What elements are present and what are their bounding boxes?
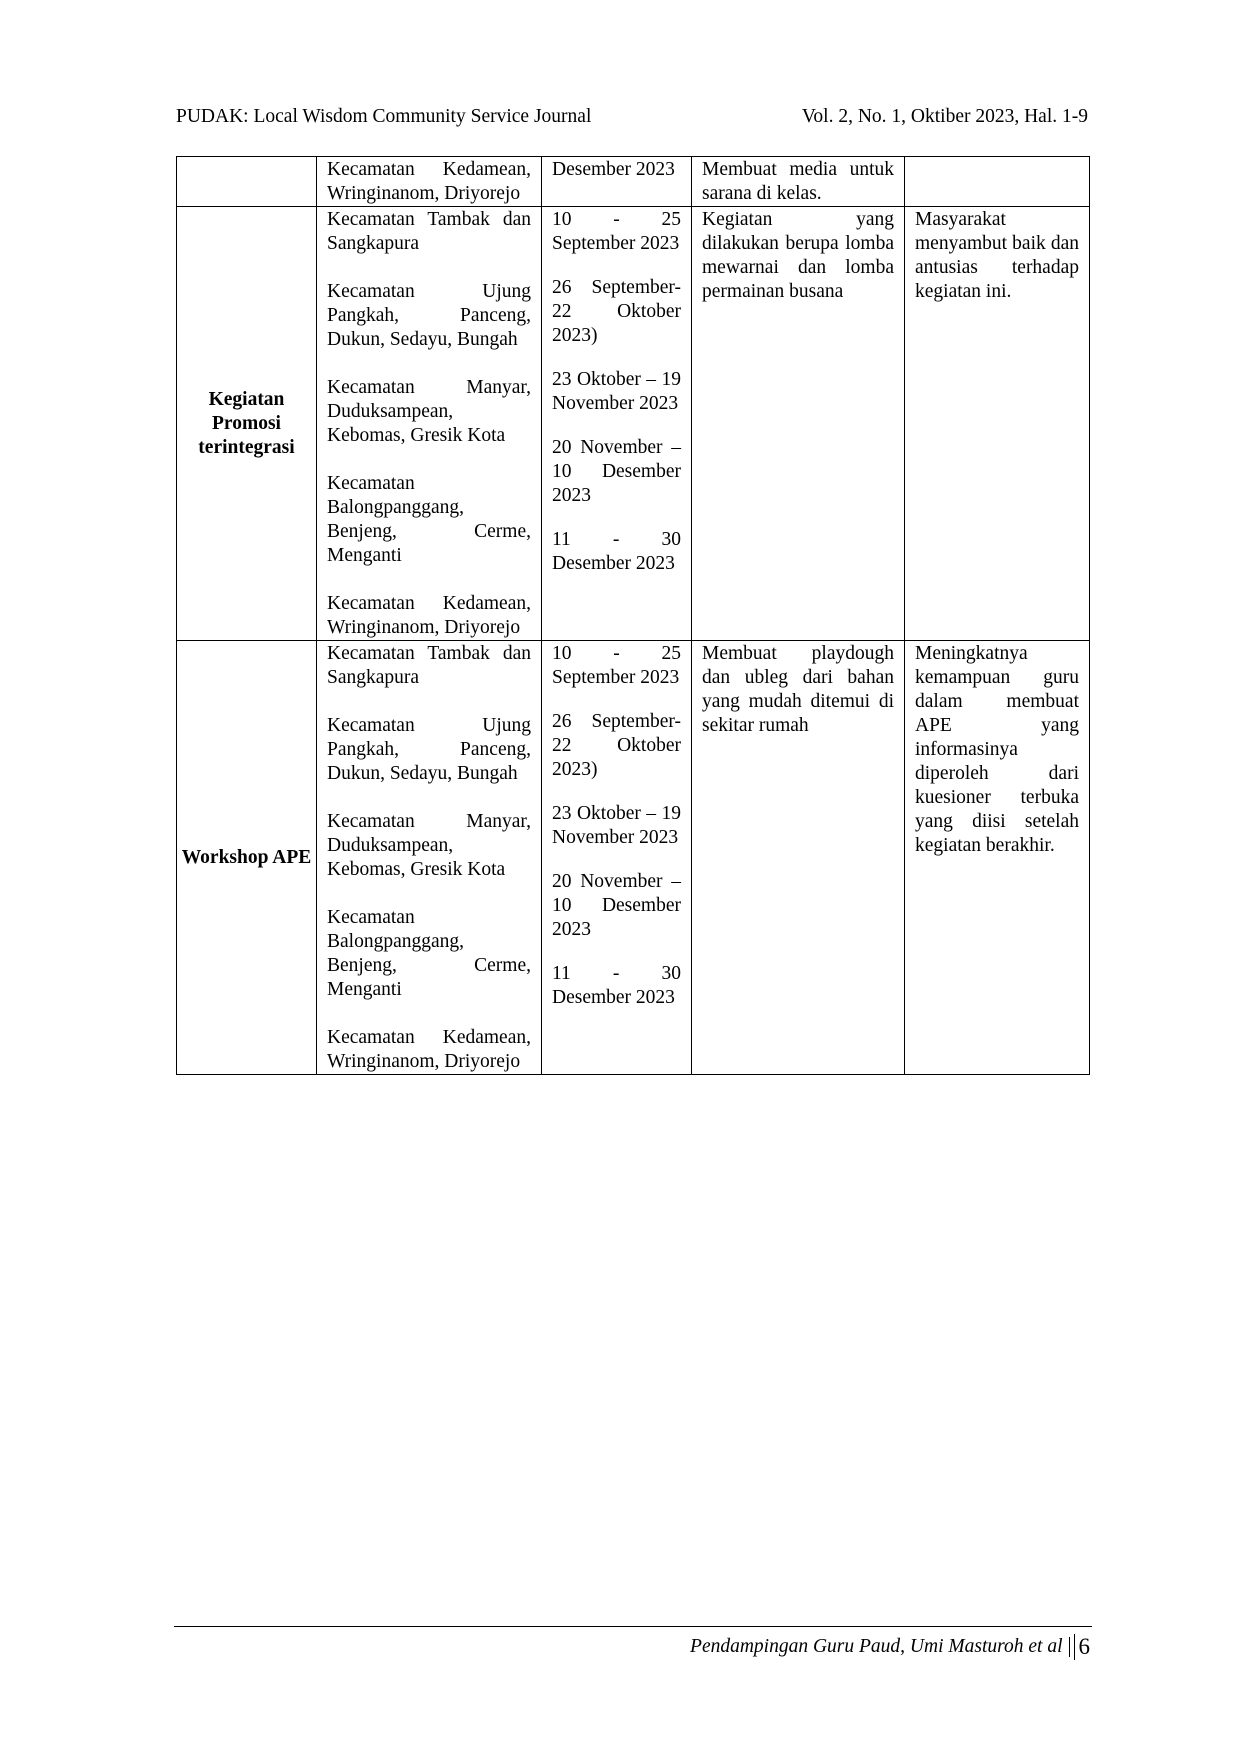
journal-title: PUDAK: Local Wisdom Community Service Journal [176, 106, 592, 127]
location-group: Kecamatan Kedamean, Wringinanom, Driyorejo [327, 159, 531, 204]
location-group: Kecamatan Tambak dan Sangkapura [327, 209, 531, 254]
outcome-cell [905, 157, 1090, 207]
outcome-cell: Meningkatnya kemampuan guru dalam membuat APE yang informasinya diperoleh dari kuesioner terbuka yang diisi setelah kegiatan berakhir. [905, 641, 1090, 1075]
volume-info: Vol. 2, No. 1, Oktiber 2023, Hal. 1-9 [801, 106, 1088, 127]
date-range: 11 - 30 Desember 2023 [552, 529, 681, 574]
description-cell: Membuat playdough dan ubleg dari bahan yang mudah ditemui di sekitar rumah [692, 641, 905, 1075]
activity-cell: Workshop APE [177, 641, 317, 1075]
location-group: Kecamatan Manyar, Duduksampean, Kebomas, Gresik Kota [327, 811, 531, 880]
footer-separator [1069, 1637, 1070, 1657]
activity-cell [177, 157, 317, 207]
date-range: 23 Oktober – 19 November 2023 [552, 369, 681, 414]
date-range: 20 November – 10 Desember 2023 [552, 437, 681, 506]
footer [690, 1634, 1090, 1660]
location-group: Kecamatan Kedamean, Wringinanom, Driyorejo [327, 593, 531, 638]
location-group: Kecamatan Balongpanggang, Benjeng, Cerme, Menganti [327, 473, 531, 566]
location-group: Kecamatan Tambak dan Sangkapura [327, 643, 531, 688]
date-range: 26 September-22 Oktober 2023) [552, 711, 681, 780]
activity-table [176, 156, 1090, 1075]
page-number: 6 [1074, 1634, 1091, 1660]
date-range: 10 - 25 September 2023 [552, 643, 681, 688]
footer-divider [174, 1626, 1092, 1627]
locations-cell [317, 157, 542, 207]
date-range: 20 November – 10 Desember 2023 [552, 871, 681, 940]
date-range: Desember 2023 [552, 159, 675, 180]
footer-citation: Pendampingan Guru Paud, Umi Masturoh et al [690, 1636, 1063, 1657]
activity-cell: Kegiatan Promosi terintegrasi [177, 207, 317, 641]
dates-cell [542, 207, 692, 641]
location-group: Kecamatan Manyar, Duduksampean, Kebomas, Gresik Kota [327, 377, 531, 446]
running-header [176, 106, 1088, 128]
table-row [177, 207, 1090, 641]
location-group: Kecamatan Ujung Pangkah, Panceng, Dukun, Sedayu, Bungah [327, 281, 531, 350]
date-range: 10 - 25 September 2023 [552, 209, 681, 254]
locations-cell [317, 641, 542, 1075]
date-range: 11 - 30 Desember 2023 [552, 963, 681, 1008]
locations-cell [317, 207, 542, 641]
dates-cell [542, 157, 692, 207]
date-range: 23 Oktober – 19 November 2023 [552, 803, 681, 848]
outcome-cell: Masyarakat menyambut baik dan antusias terhadap kegiatan ini. [905, 207, 1090, 641]
description-cell: Membuat media untuk sarana di kelas. [692, 157, 905, 207]
table-row [177, 157, 1090, 207]
location-group: Kecamatan Ujung Pangkah, Panceng, Dukun, Sedayu, Bungah [327, 715, 531, 784]
location-group: Kecamatan Balongpanggang, Benjeng, Cerme, Menganti [327, 907, 531, 1000]
description-cell: Kegiatan yang dilakukan berupa lomba mewarnai dan lomba permainan busana [692, 207, 905, 641]
location-group: Kecamatan Kedamean, Wringinanom, Driyorejo [327, 1027, 531, 1072]
table-row [177, 641, 1090, 1075]
date-range: 26 September-22 Oktober 2023) [552, 277, 681, 346]
dates-cell [542, 641, 692, 1075]
